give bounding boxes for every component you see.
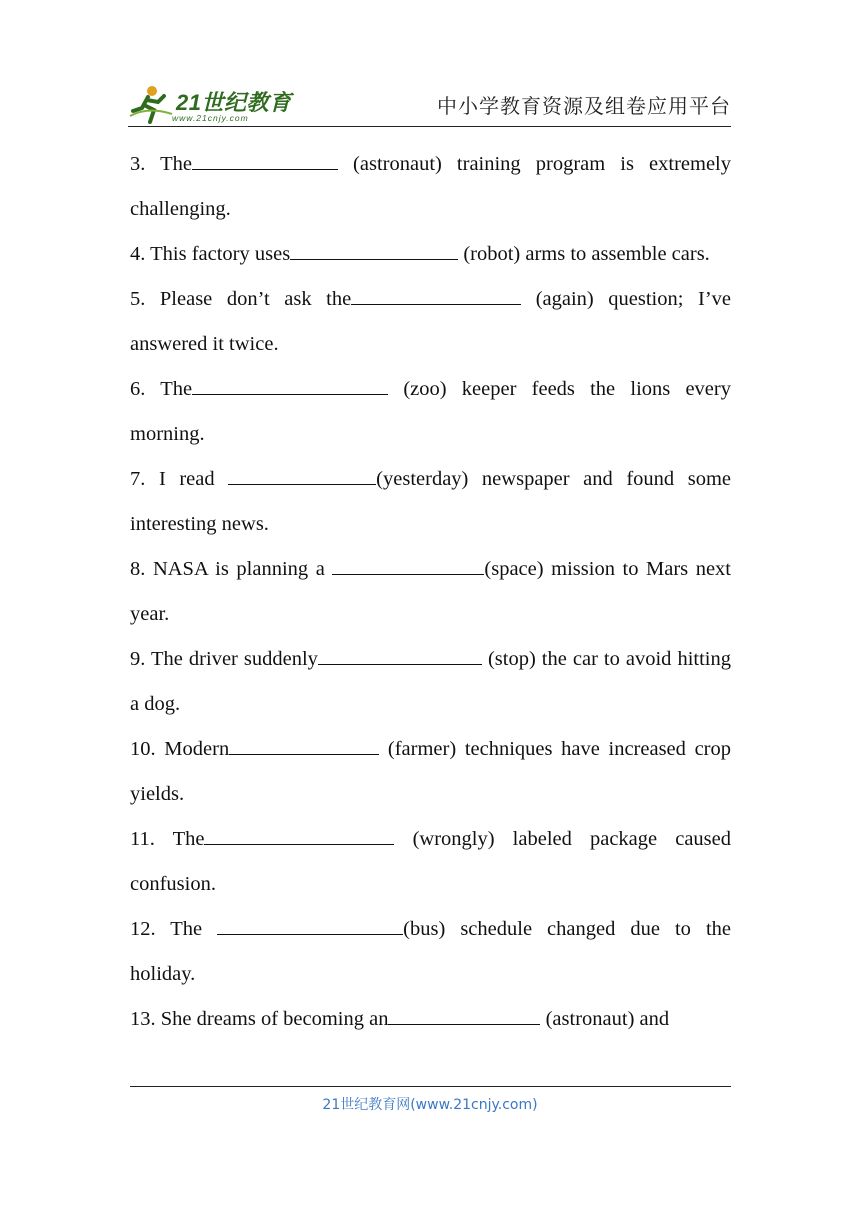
question-item: [130, 547, 731, 637]
answer-blank[interactable]: [228, 464, 376, 485]
question-stem: 10. Modern: [130, 738, 230, 760]
page-header: [128, 80, 731, 127]
question-stem: 11. The: [130, 828, 205, 850]
question-item: [130, 142, 731, 232]
question-stem: 6. The: [130, 378, 193, 400]
answer-blank[interactable]: [217, 914, 403, 935]
answer-blank[interactable]: [229, 734, 379, 755]
answer-blank[interactable]: [192, 149, 338, 170]
question-item: [130, 907, 731, 997]
answer-blank[interactable]: [290, 239, 458, 260]
logo-url: www.21cnjy.com: [172, 113, 249, 123]
question-hint: (wrongly) labeled package caused confusion.: [130, 828, 731, 895]
answer-blank[interactable]: [318, 644, 482, 665]
question-stem: 5. Please don’t ask the: [130, 288, 352, 310]
question-item: [130, 637, 731, 727]
question-item: [130, 457, 731, 547]
question-hint: (zoo) keeper feeds the lions every morning.: [130, 378, 731, 445]
answer-blank[interactable]: [204, 824, 394, 845]
question-stem: 13. She dreams of becoming an: [130, 1008, 389, 1030]
answer-blank[interactable]: [388, 1004, 540, 1025]
question-hint: (stop) the car to avoid hitting a dog.: [130, 648, 731, 715]
answer-blank[interactable]: [332, 554, 484, 575]
brand-logo: [128, 84, 298, 126]
question-hint: (yesterday) newspaper and found some interesting news.: [130, 468, 731, 535]
question-hint: (farmer) techniques have increased crop yields.: [130, 738, 731, 805]
question-item: [130, 817, 731, 907]
question-item: [130, 727, 731, 817]
question-hint: (robot) arms to assemble cars.: [458, 243, 710, 265]
question-hint: (astronaut) and: [540, 1008, 670, 1030]
question-stem: 4. This factory uses: [130, 243, 291, 265]
question-hint: (bus) schedule changed due to the holiday.: [130, 918, 731, 985]
question-stem: 8. NASA is planning a: [130, 558, 333, 580]
question-item: [130, 367, 731, 457]
question-hint: (space) mission to Mars next year.: [130, 558, 732, 625]
question-hint: (again) question; I’ve answered it twice.: [130, 288, 731, 355]
question-stem: 7. I read: [130, 468, 229, 490]
question-stem: 3. The: [130, 153, 192, 175]
answer-blank[interactable]: [351, 284, 521, 305]
platform-title: 中小学教育资源及组卷应用平台: [437, 94, 731, 118]
page-footer: 21世纪教育网(www.21cnjy.com): [322, 1097, 538, 1113]
question-list: [130, 142, 731, 1042]
footer-divider: [130, 1086, 731, 1087]
question-stem: 12. The: [130, 918, 218, 940]
logo-text: 21世纪教育: [176, 90, 292, 115]
question-item: [130, 997, 731, 1042]
question-hint: (astronaut) training program is extremely challenging.: [130, 153, 731, 220]
question-stem: 9. The driver suddenly: [130, 648, 318, 670]
question-item: [130, 232, 731, 277]
answer-blank[interactable]: [192, 374, 388, 395]
runner-icon: [128, 84, 174, 124]
question-item: [130, 277, 731, 367]
